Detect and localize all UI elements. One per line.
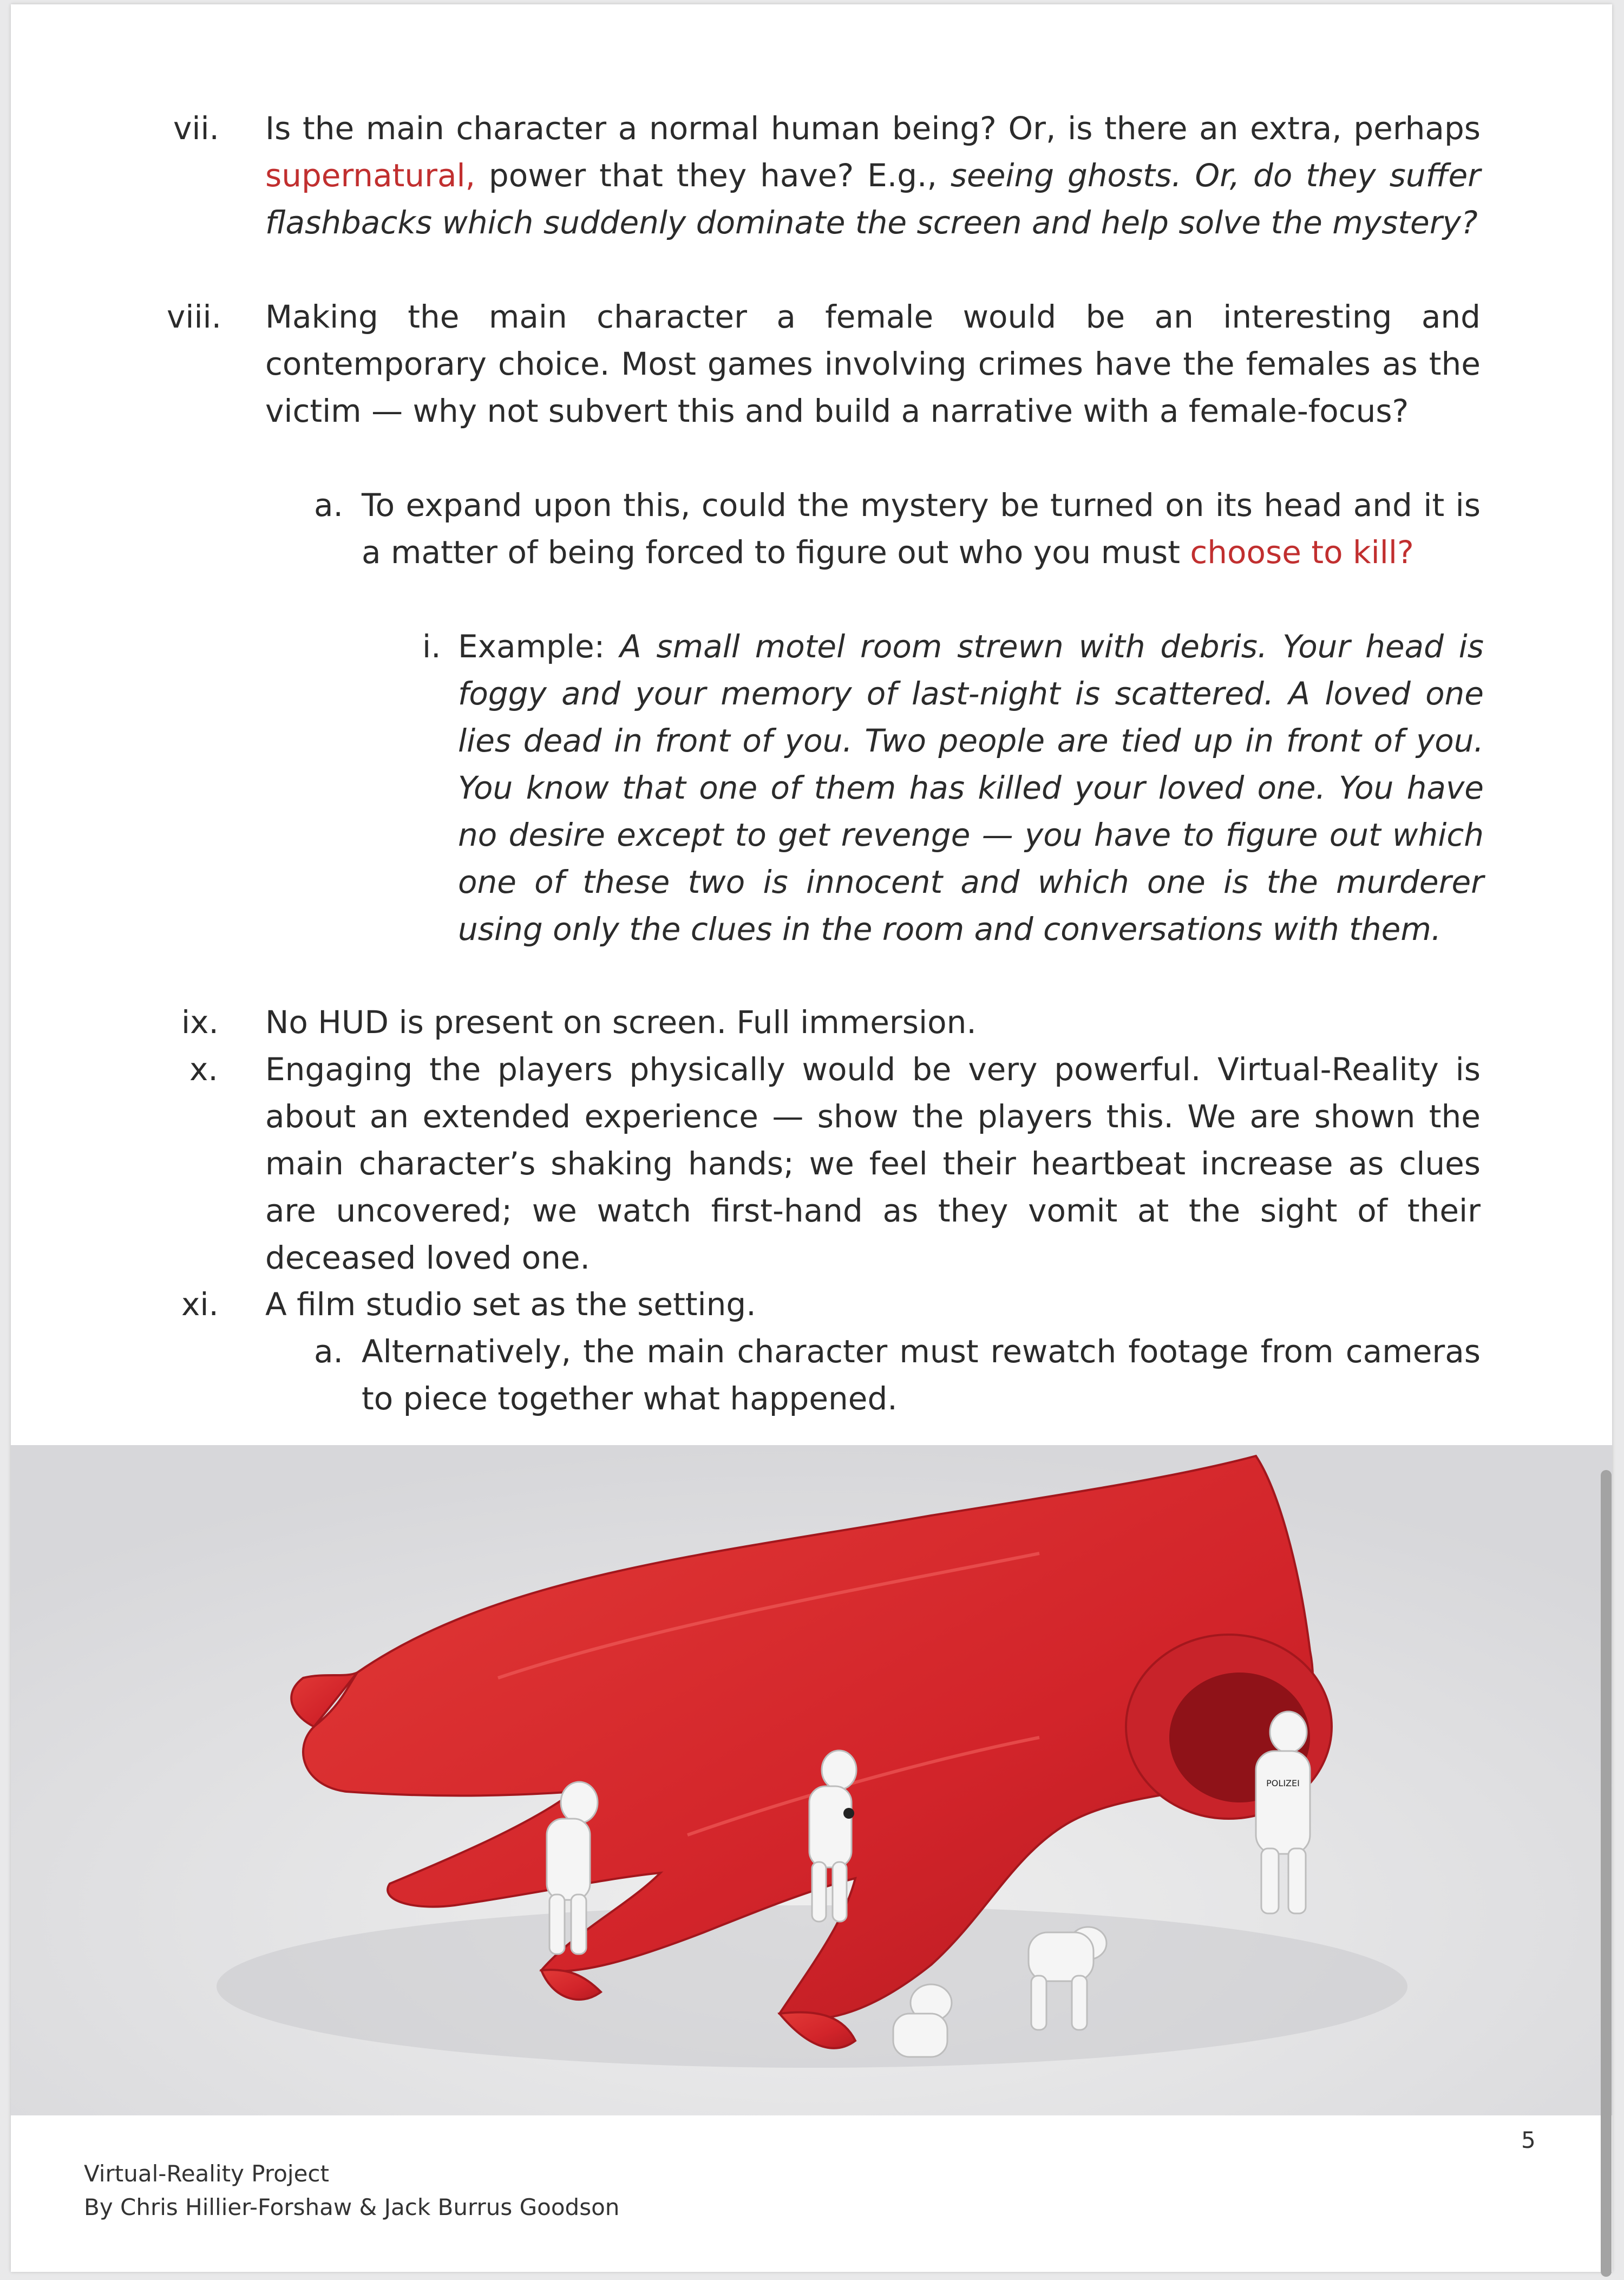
text-run: To expand upon this, could the mystery be turned on its head and it is a matter of being forced to figure out who you must	[362, 487, 1481, 571]
list-item-text: A film studio set as the setting.	[265, 1286, 756, 1323]
sub-letter: a.	[314, 487, 343, 524]
highlight-choose-to-kill: choose to kill?	[1190, 534, 1414, 571]
footer-authors: By Chris Hillier-Forshaw & Jack Burrus Goodson	[84, 2194, 620, 2220]
example-italic: A small motel room strewn with debris. Your head is foggy and your memory of last-night is scattered. A loved one lies dead in front of you. Two people are tied up in front of you. You know that one of them has killed your loved one. You have no desire except to get revenge — you have to figure out which one of these two is innocent and which one is the murderer using only the clues in the room and conversations with them.	[458, 628, 1484, 948]
list-numeral: x.	[189, 1051, 218, 1088]
list-numeral: xi.	[181, 1286, 219, 1323]
list-item-text: No HUD is present on screen. Full immersion.	[265, 1004, 977, 1041]
document-page	[11, 4, 1612, 2272]
footer-project: Virtual-Reality Project	[84, 2160, 329, 2187]
text-run: power that they have? E.g.,	[475, 157, 951, 194]
figure-label: POLIZEI	[1266, 1778, 1300, 1788]
list-item-text: Making the main character a female would be an interesting and contemporary choice. Most games involving crimes have the females as the victim — why not subvert this and build a narrative with a female-focus?	[265, 298, 1481, 429]
example-numeral: i.	[422, 628, 441, 665]
text-run: Is the main character a normal human being? Or, is there an extra, perhaps	[265, 110, 1481, 147]
list-item-text: Engaging the players physically would be very powerful. Virtual-Reality is about an extended experience — show the players this. We are shown the main character’s shaking hands; we feel their heartbeat increase as clues are uncovered; we watch first-hand as they vomit at the sight of their deceased loved one.	[265, 1051, 1481, 1276]
vertical-scrollbar[interactable]	[1601, 1470, 1612, 2277]
sub-item-text	[362, 482, 1481, 576]
italic-text: seeing ghosts. Or, do they suffer flashbacks which suddenly dominate the screen and help solve the mystery?	[265, 157, 1481, 241]
list-item-text	[265, 105, 1481, 246]
glove-crime-scene-photo	[11, 1445, 1612, 2115]
list-numeral: viii.	[167, 298, 222, 335]
example-text	[458, 623, 1484, 953]
highlight-supernatural: supernatural,	[265, 157, 476, 194]
page-number: 5	[1521, 2127, 1536, 2153]
example-label: Example:	[458, 628, 620, 665]
sub-letter: a.	[314, 1333, 343, 1370]
list-numeral: vii.	[173, 110, 219, 147]
sub-item-text: Alternatively, the main character must rewatch footage from cameras to piece together what happened.	[362, 1333, 1481, 1417]
list-numeral: ix.	[181, 1004, 219, 1041]
